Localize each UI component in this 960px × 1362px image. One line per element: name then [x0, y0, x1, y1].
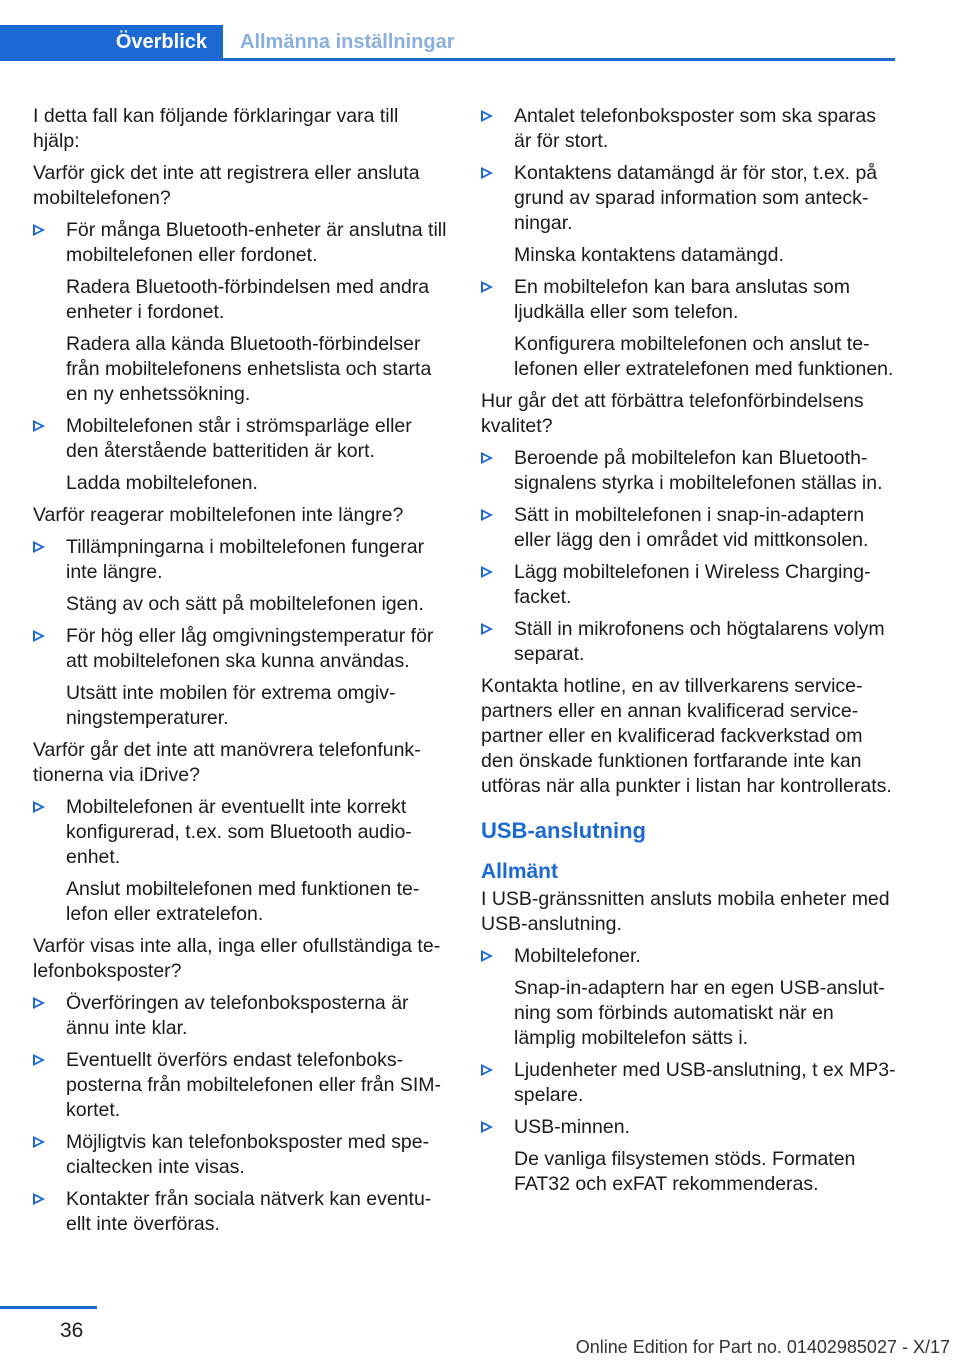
list-item: [33, 1130, 448, 1180]
list-item-sub: Minska kontaktens datamängd.: [514, 244, 784, 266]
edition-footer: Online Edition for Part no. 01402985027 - X/17: [575, 1337, 950, 1357]
tab-overview[interactable]: Överblick: [0, 25, 223, 61]
bullet-arrow-icon: [33, 420, 45, 432]
section-heading-usb: USB-anslutning: [481, 818, 646, 843]
list-item-text: Ljudenheter med USB-anslutning, t ex MP3-spelare.: [514, 1059, 896, 1106]
question-register: Varför gick det inte att registrera eller ansluta mobiltelefonen?: [33, 162, 420, 209]
bullet-arrow-icon: [481, 950, 493, 962]
list-item: [33, 795, 448, 927]
list-item-sub: Stäng av och sätt på mobiltelefonen igen.: [66, 593, 424, 615]
list-item-text: Lägg mobiltelefonen i Wireless Charging-facket.: [514, 561, 871, 608]
left-column: [33, 104, 448, 1244]
header-tab-bar: [0, 25, 895, 61]
list-item-text: Tillämpningarna i mobiltelefonen fungerar inte längre.: [66, 536, 425, 583]
bullet-arrow-icon: [481, 281, 493, 293]
bullet-arrow-icon: [481, 566, 493, 578]
list-item-text: Sätt in mobiltelefonen i snap-in-adaptern eller lägg den i området vid mittkonsolen.: [514, 504, 869, 551]
list-item-text: Beroende på mobiltelefon kan Bluetooth-signalens styrka i mobiltelefonen ställas in.: [514, 447, 883, 494]
list-item-sub: Ladda mobiltelefonen.: [66, 472, 258, 494]
list-item-text: Mobiltelefonen står i strömsparläge eller den återstående batteritiden är kort.: [66, 415, 412, 462]
bullet-arrow-icon: [481, 509, 493, 521]
list-item-text: Kontakter från sociala nätverk kan eventuellt inte överföras.: [66, 1188, 432, 1235]
question-quality: Hur går det att förbättra telefonförbindelsens kvalitet?: [481, 390, 864, 437]
list-item: [33, 1048, 448, 1123]
question-phonebook: Varför visas inte alla, inga eller ofullständiga telefonboksposter?: [33, 935, 441, 982]
list-item: [481, 944, 896, 1051]
right-column: [481, 104, 896, 1204]
page-number: 36: [60, 1319, 84, 1342]
list-item-sub: De vanliga filsystemen stöds. Formaten FAT32 och exFAT rekommenderas.: [514, 1148, 856, 1195]
list-item-text: En mobiltelefon kan bara anslutas som ljudkälla eller som telefon.: [514, 276, 851, 323]
question-idrive: Varför går det inte att manövrera telefonfunktionerna via iDrive?: [33, 739, 421, 786]
list-item-sub: Radera alla kända Bluetooth-förbindelser från mobiltelefonens enhetslista och starta en ny enhetssökning.: [66, 333, 432, 405]
list-item: [481, 560, 896, 610]
bullet-arrow-icon: [33, 630, 45, 642]
list-item-text: För hög eller låg omgivningstemperatur för att mobiltelefonen ska kunna användas.: [66, 625, 434, 672]
bullet-arrow-icon: [481, 452, 493, 464]
list-item-text: Överföringen av telefonboksposterna är ännu inte klar.: [66, 992, 409, 1039]
list-item-text: Mobiltelefonen är eventuellt inte korrekt konfigurerad, t.ex. som Bluetooth audio-enhet.: [66, 796, 412, 868]
list-item-text: Mobiltelefoner.: [514, 945, 641, 967]
list-item-sub: Snap-in-adaptern har en egen USB-anslutning som förbinds automatiskt när en lämplig mobiltelefon sätts i.: [514, 977, 885, 1049]
list-item: [481, 1115, 896, 1197]
list-item-text: Kontaktens datamängd är för stor, t.ex. på grund av sparad information som anteckningar.: [514, 162, 878, 234]
list-item-text: Antalet telefonboksposter som ska sparas är för stort.: [514, 105, 877, 152]
tab-general-settings[interactable]: Allmänna inställningar: [240, 31, 455, 53]
list-item: [481, 617, 896, 667]
bullet-arrow-icon: [481, 167, 493, 179]
list-item-text: USB-minnen.: [514, 1116, 630, 1138]
footer-rule: [0, 1306, 97, 1309]
list-item: [481, 275, 896, 382]
list-item-text: Eventuellt överförs endast telefonboksposterna från mobiltelefonen eller från SIM-kortet.: [66, 1049, 442, 1121]
bullet-arrow-icon: [33, 541, 45, 553]
list-item-sub: Radera Bluetooth-förbindelsen med andra enheter i fordonet.: [66, 276, 430, 323]
list-item-sub: Konfigurera mobiltelefonen och anslut telefonen eller extratelefonen med funktionen.: [514, 333, 894, 380]
bullet-arrow-icon: [33, 801, 45, 813]
usb-intro-text: I USB-gränssnitten ansluts mobila enheter med USB-anslutning.: [481, 888, 890, 935]
list-item: [33, 414, 448, 496]
intro-text: I detta fall kan följande förklaringar vara till hjälp:: [33, 105, 399, 152]
bullet-arrow-icon: [33, 1193, 45, 1205]
list-item: [33, 535, 448, 617]
list-item: [33, 991, 448, 1041]
bullet-arrow-icon: [481, 623, 493, 635]
bullet-arrow-icon: [481, 110, 493, 122]
bullet-arrow-icon: [33, 997, 45, 1009]
header-rule: [0, 58, 895, 61]
list-item: [481, 161, 896, 268]
bullet-arrow-icon: [33, 1054, 45, 1066]
bullet-arrow-icon: [33, 224, 45, 236]
subsection-heading-general: Allmänt: [481, 860, 559, 883]
list-item-sub: Utsätt inte mobilen för extrema omgivningstemperaturer.: [66, 682, 396, 729]
list-item: [33, 1187, 448, 1237]
contact-text: Kontakta hotline, en av tillverkarens servicepartners eller en annan kvalificerad servicepartner eller en kvalificerad fackverkstad om den önskade funktionen fortfarande inte kan utföras när alla punkter i listan har kontrollerats.: [481, 675, 892, 797]
list-item: [481, 1058, 896, 1108]
list-item: [33, 218, 448, 407]
bullet-arrow-icon: [481, 1064, 493, 1076]
list-item: [481, 446, 896, 496]
list-item: [33, 624, 448, 731]
list-item: [481, 104, 896, 154]
list-item-text: Ställ in mikrofonens och högtalarens volym separat.: [514, 618, 885, 665]
list-item: [481, 503, 896, 553]
bullet-arrow-icon: [33, 1136, 45, 1148]
list-item-text: Möjligtvis kan telefonboksposter med specialtecken inte visas.: [66, 1131, 430, 1178]
bullet-arrow-icon: [481, 1121, 493, 1133]
question-not-responding: Varför reagerar mobiltelefonen inte längre?: [33, 504, 404, 526]
list-item-sub: Anslut mobiltelefonen med funktionen telefon eller extratelefon.: [66, 878, 420, 925]
list-item-text: För många Bluetooth-enheter är anslutna till mobiltelefonen eller fordonet.: [66, 219, 447, 266]
